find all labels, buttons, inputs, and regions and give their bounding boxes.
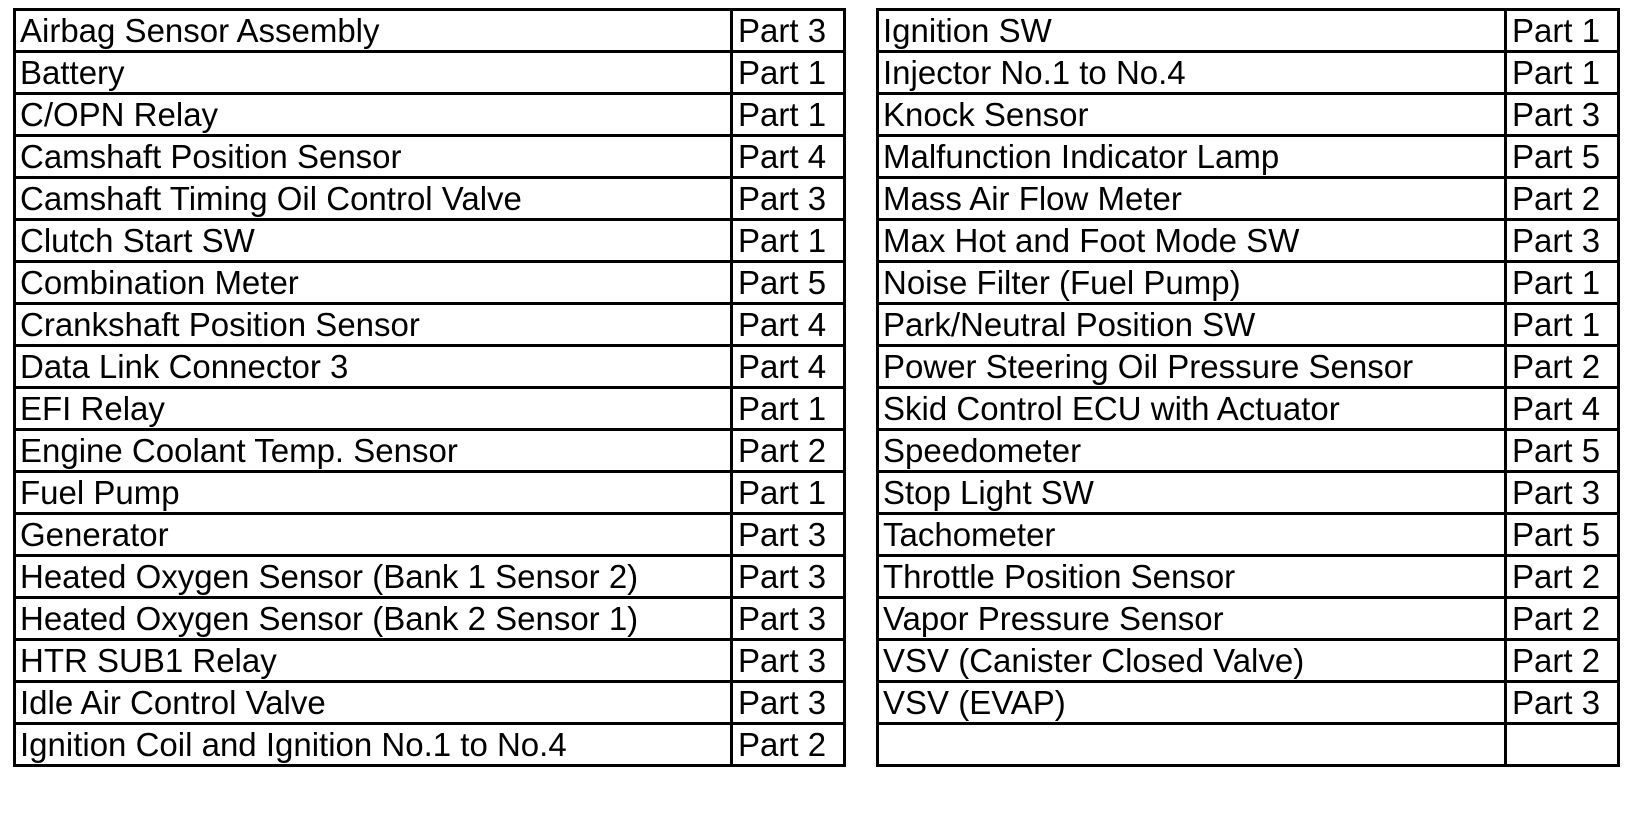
part-reference-cell: Part 2 xyxy=(1506,598,1619,640)
part-reference-cell: Part 1 xyxy=(1506,304,1619,346)
table-row xyxy=(878,640,1619,682)
table-row xyxy=(878,304,1619,346)
part-reference-cell: Part 2 xyxy=(732,430,845,472)
part-reference-cell: Part 3 xyxy=(1506,220,1619,262)
table-row xyxy=(878,388,1619,430)
table-row xyxy=(15,598,845,640)
table-row xyxy=(15,430,845,472)
table-row xyxy=(15,10,845,52)
part-reference-cell: Part 3 xyxy=(732,10,845,52)
component-name-cell: Throttle Position Sensor xyxy=(878,556,1506,598)
part-reference-cell: Part 1 xyxy=(1506,262,1619,304)
component-name-cell: VSV (EVAP) xyxy=(878,682,1506,724)
table-row xyxy=(15,52,845,94)
part-reference-cell: Part 1 xyxy=(1506,10,1619,52)
part-reference-cell: Part 1 xyxy=(1506,52,1619,94)
part-reference-cell: Part 4 xyxy=(732,304,845,346)
component-name-cell: Speedometer xyxy=(878,430,1506,472)
component-name-cell: Idle Air Control Valve xyxy=(15,682,732,724)
part-reference-cell: Part 3 xyxy=(1506,94,1619,136)
table-row xyxy=(15,640,845,682)
component-name-cell: Clutch Start SW xyxy=(15,220,732,262)
table-row xyxy=(15,514,845,556)
component-name-cell: Engine Coolant Temp. Sensor xyxy=(15,430,732,472)
part-reference-cell: Part 1 xyxy=(732,472,845,514)
table-row xyxy=(878,472,1619,514)
part-reference-cell: Part 1 xyxy=(732,94,845,136)
component-name-cell: Knock Sensor xyxy=(878,94,1506,136)
component-index-table-right xyxy=(876,8,1620,767)
part-reference-cell xyxy=(1506,724,1619,766)
part-reference-cell: Part 3 xyxy=(732,514,845,556)
part-reference-cell: Part 4 xyxy=(732,136,845,178)
part-reference-cell: Part 1 xyxy=(732,220,845,262)
component-name-cell: Injector No.1 to No.4 xyxy=(878,52,1506,94)
part-reference-cell: Part 4 xyxy=(732,346,845,388)
part-reference-cell: Part 3 xyxy=(732,682,845,724)
table-row xyxy=(15,220,845,262)
table-row xyxy=(878,556,1619,598)
component-name-cell: Stop Light SW xyxy=(878,472,1506,514)
table-row xyxy=(15,388,845,430)
component-name-cell: EFI Relay xyxy=(15,388,732,430)
component-name-cell: Ignition SW xyxy=(878,10,1506,52)
component-name-cell: Heated Oxygen Sensor (Bank 2 Sensor 1) xyxy=(15,598,732,640)
component-name-cell: Max Hot and Foot Mode SW xyxy=(878,220,1506,262)
component-name-cell: Skid Control ECU with Actuator xyxy=(878,388,1506,430)
component-name-cell: Vapor Pressure Sensor xyxy=(878,598,1506,640)
component-index-table-left xyxy=(13,8,846,767)
table-row xyxy=(15,304,845,346)
table-row xyxy=(15,178,845,220)
component-name-cell: Noise Filter (Fuel Pump) xyxy=(878,262,1506,304)
table-row xyxy=(15,262,845,304)
component-name-cell: Mass Air Flow Meter xyxy=(878,178,1506,220)
table-row xyxy=(15,472,845,514)
component-name-cell: Tachometer xyxy=(878,514,1506,556)
component-name-cell: VSV (Canister Closed Valve) xyxy=(878,640,1506,682)
part-reference-cell: Part 2 xyxy=(1506,178,1619,220)
component-name-cell: C/OPN Relay xyxy=(15,94,732,136)
table-row xyxy=(878,346,1619,388)
table-row xyxy=(15,94,845,136)
part-reference-cell: Part 3 xyxy=(1506,682,1619,724)
component-name-cell: Combination Meter xyxy=(15,262,732,304)
part-reference-cell: Part 2 xyxy=(1506,346,1619,388)
table-row xyxy=(878,598,1619,640)
table-row xyxy=(15,682,845,724)
part-reference-cell: Part 3 xyxy=(732,640,845,682)
table-row xyxy=(878,220,1619,262)
component-name-cell: Generator xyxy=(15,514,732,556)
table-row xyxy=(878,262,1619,304)
table-row xyxy=(878,724,1619,766)
part-reference-cell: Part 1 xyxy=(732,52,845,94)
part-reference-cell: Part 5 xyxy=(1506,136,1619,178)
part-reference-cell: Part 2 xyxy=(1506,640,1619,682)
table-row xyxy=(878,514,1619,556)
table-row xyxy=(15,556,845,598)
component-name-cell: Crankshaft Position Sensor xyxy=(15,304,732,346)
component-name-cell: Malfunction Indicator Lamp xyxy=(878,136,1506,178)
component-name-cell: Camshaft Position Sensor xyxy=(15,136,732,178)
component-name-cell: Battery xyxy=(15,52,732,94)
table-row xyxy=(878,682,1619,724)
component-name-cell: Fuel Pump xyxy=(15,472,732,514)
part-reference-cell: Part 2 xyxy=(1506,556,1619,598)
table-row xyxy=(878,94,1619,136)
component-name-cell xyxy=(878,724,1506,766)
component-name-cell: Data Link Connector 3 xyxy=(15,346,732,388)
table-row xyxy=(878,178,1619,220)
part-reference-cell: Part 2 xyxy=(732,724,845,766)
part-reference-cell: Part 5 xyxy=(1506,514,1619,556)
component-name-cell: Ignition Coil and Ignition No.1 to No.4 xyxy=(15,724,732,766)
part-reference-cell: Part 3 xyxy=(1506,472,1619,514)
component-name-cell: Airbag Sensor Assembly xyxy=(15,10,732,52)
table-row xyxy=(878,10,1619,52)
component-name-cell: HTR SUB1 Relay xyxy=(15,640,732,682)
component-name-cell: Camshaft Timing Oil Control Valve xyxy=(15,178,732,220)
part-reference-cell: Part 3 xyxy=(732,178,845,220)
part-reference-cell: Part 4 xyxy=(1506,388,1619,430)
table-row xyxy=(878,136,1619,178)
component-name-cell: Power Steering Oil Pressure Sensor xyxy=(878,346,1506,388)
table-row xyxy=(15,136,845,178)
table-row xyxy=(15,724,845,766)
part-reference-cell: Part 3 xyxy=(732,598,845,640)
part-reference-cell: Part 1 xyxy=(732,388,845,430)
component-name-cell: Park/Neutral Position SW xyxy=(878,304,1506,346)
table-row xyxy=(15,346,845,388)
part-reference-cell: Part 5 xyxy=(1506,430,1619,472)
table-row xyxy=(878,430,1619,472)
part-reference-cell: Part 3 xyxy=(732,556,845,598)
table-row xyxy=(878,52,1619,94)
right-table-body xyxy=(878,10,1619,766)
component-name-cell: Heated Oxygen Sensor (Bank 1 Sensor 2) xyxy=(15,556,732,598)
part-reference-cell: Part 5 xyxy=(732,262,845,304)
left-table-body xyxy=(15,10,845,766)
